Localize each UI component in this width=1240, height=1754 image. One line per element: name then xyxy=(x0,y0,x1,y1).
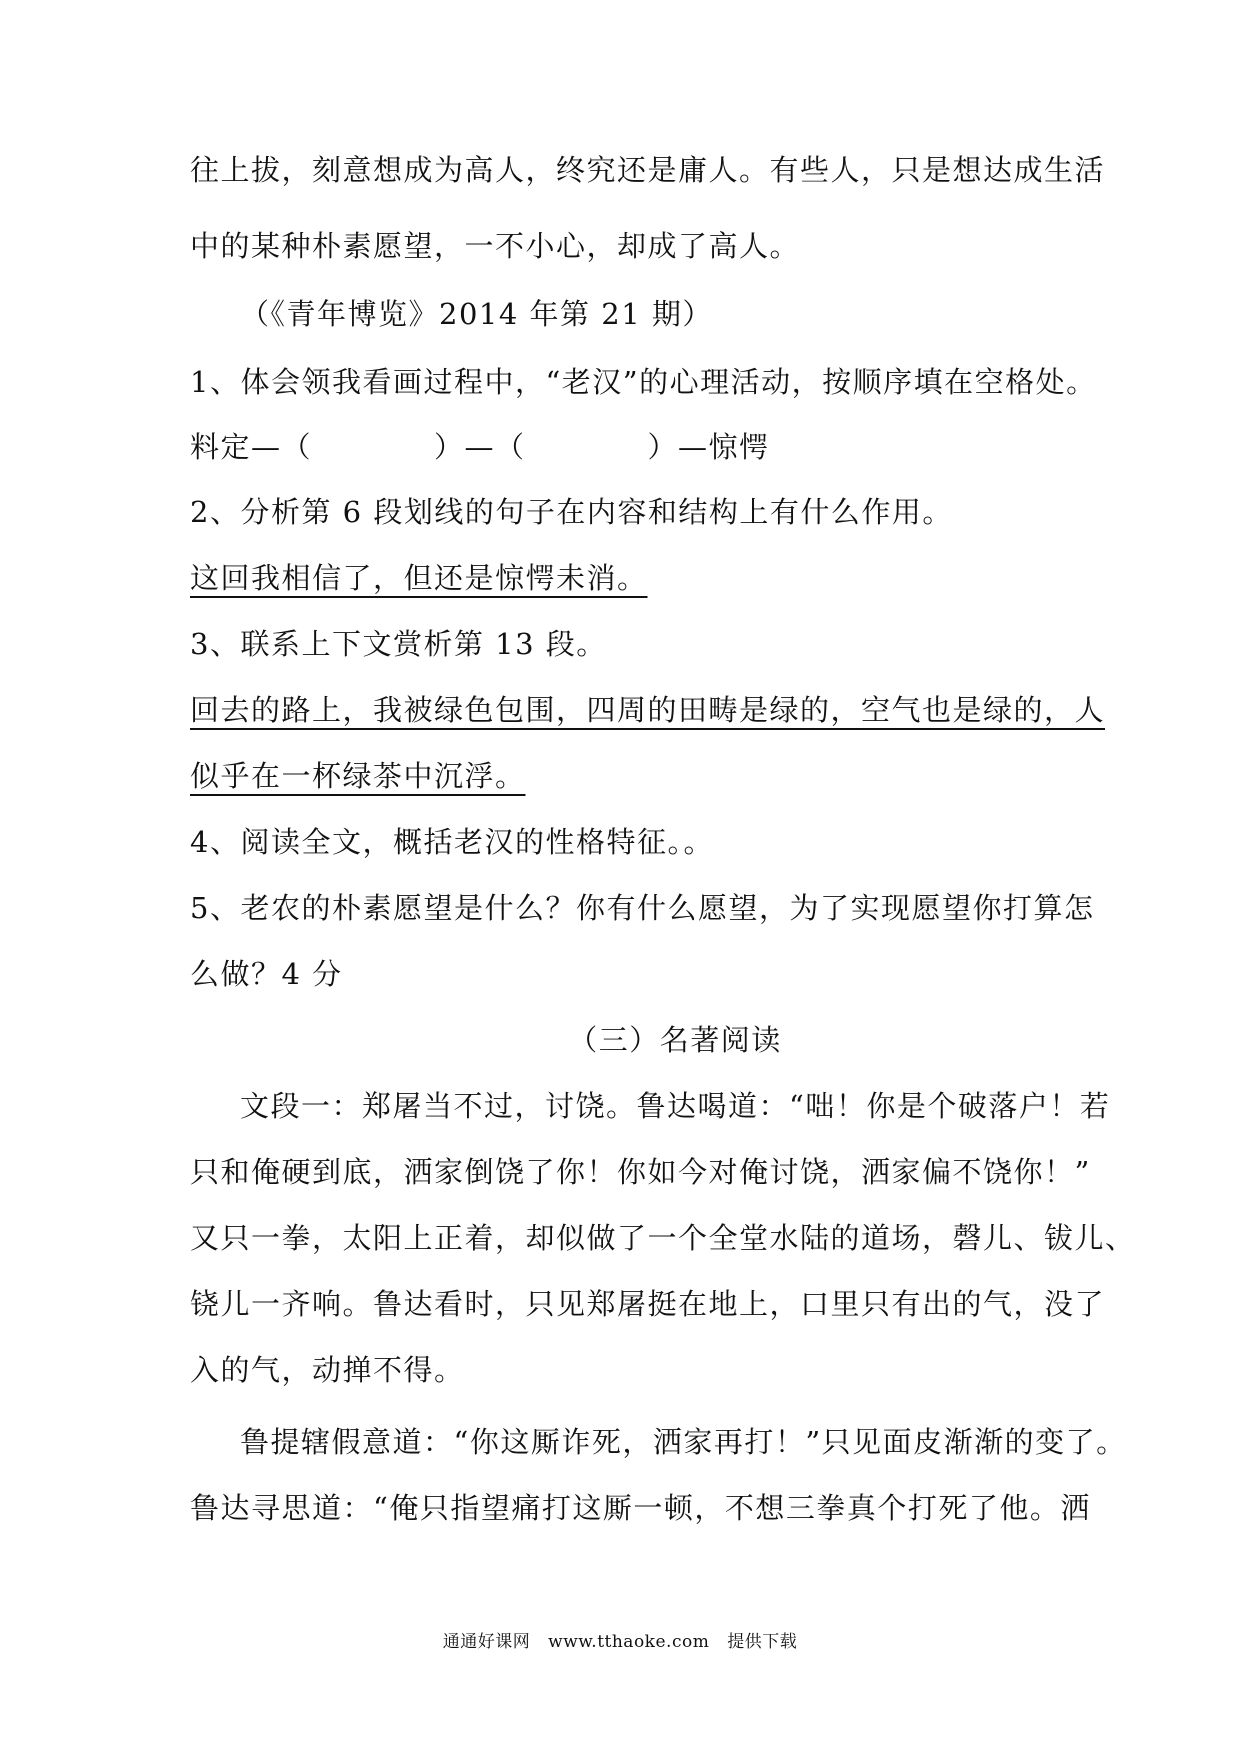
footer-note: 提供下载 xyxy=(727,1632,798,1652)
paragraph-line: 又只一拳，太阳上正着，却似做了一个全堂水陆的道场，磬儿、钹儿、 xyxy=(190,1221,1136,1255)
paragraph-line: 只和俺硬到底，洒家倒饶了你！你如今对俺讨饶，洒家偏不饶你！” xyxy=(190,1155,1091,1189)
footer-site-name: 通通好课网 xyxy=(442,1632,531,1652)
underlined-passage: 似乎在一杯绿茶中沉浮。 xyxy=(190,759,526,793)
question-1: 1、体会领我看画过程中，“老汉”的心理活动，按顺序填在空格处。 xyxy=(190,365,1097,399)
underlined-passage: 回去的路上，我被绿色包围，四周的田畴是绿的，空气也是绿的，人 xyxy=(190,693,1106,727)
question-5: 么做？4 分 xyxy=(190,957,343,991)
question-5: 5、老农的朴素愿望是什么？你有什么愿望，为了实现愿望你打算怎 xyxy=(190,891,1095,925)
section-heading: （三）名著阅读 xyxy=(568,1023,782,1057)
underlined-sentence: 这回我相信了，但还是惊愕未消。 xyxy=(190,561,648,595)
paragraph-line: 入的气，动掸不得。 xyxy=(190,1353,465,1387)
footer xyxy=(0,1630,1240,1654)
question-2: 2、分析第 6 段划线的句子在内容和结构上有什么作用。 xyxy=(190,495,953,529)
question-1-blanks: 料定—（ ）—（ ）—惊愕 xyxy=(190,430,770,464)
paragraph-line: 鲁达寻思道：“俺只指望痛打这厮一顿，不想三拳真个打死了他。洒 xyxy=(190,1491,1091,1525)
footer-url[interactable]: www.tthaoke.com xyxy=(548,1632,710,1652)
paragraph-line: 鲁提辖假意道：“你这厮诈死，洒家再打！”只见面皮渐渐的变了。 xyxy=(240,1425,1127,1459)
question-3: 3、联系上下文赏析第 13 段。 xyxy=(190,627,607,661)
paragraph-line: 铙儿一齐响。鲁达看时，只见郑屠挺在地上，口里只有出的气，没了 xyxy=(190,1287,1106,1321)
question-4: 4、阅读全文，概括老汉的性格特征。。 xyxy=(190,825,714,859)
source-citation: （《青年博览》2014 年第 21 期） xyxy=(240,297,713,331)
paragraph-line: 中的某种朴素愿望，一不小心，却成了高人。 xyxy=(190,229,801,263)
paragraph-line: 往上拔，刻意想成为高人，终究还是庸人。有些人，只是想达成生活 xyxy=(190,153,1106,187)
paragraph-line: 文段一：郑屠当不过，讨饶。鲁达喝道：“咄！你是个破落户！若 xyxy=(240,1089,1111,1123)
